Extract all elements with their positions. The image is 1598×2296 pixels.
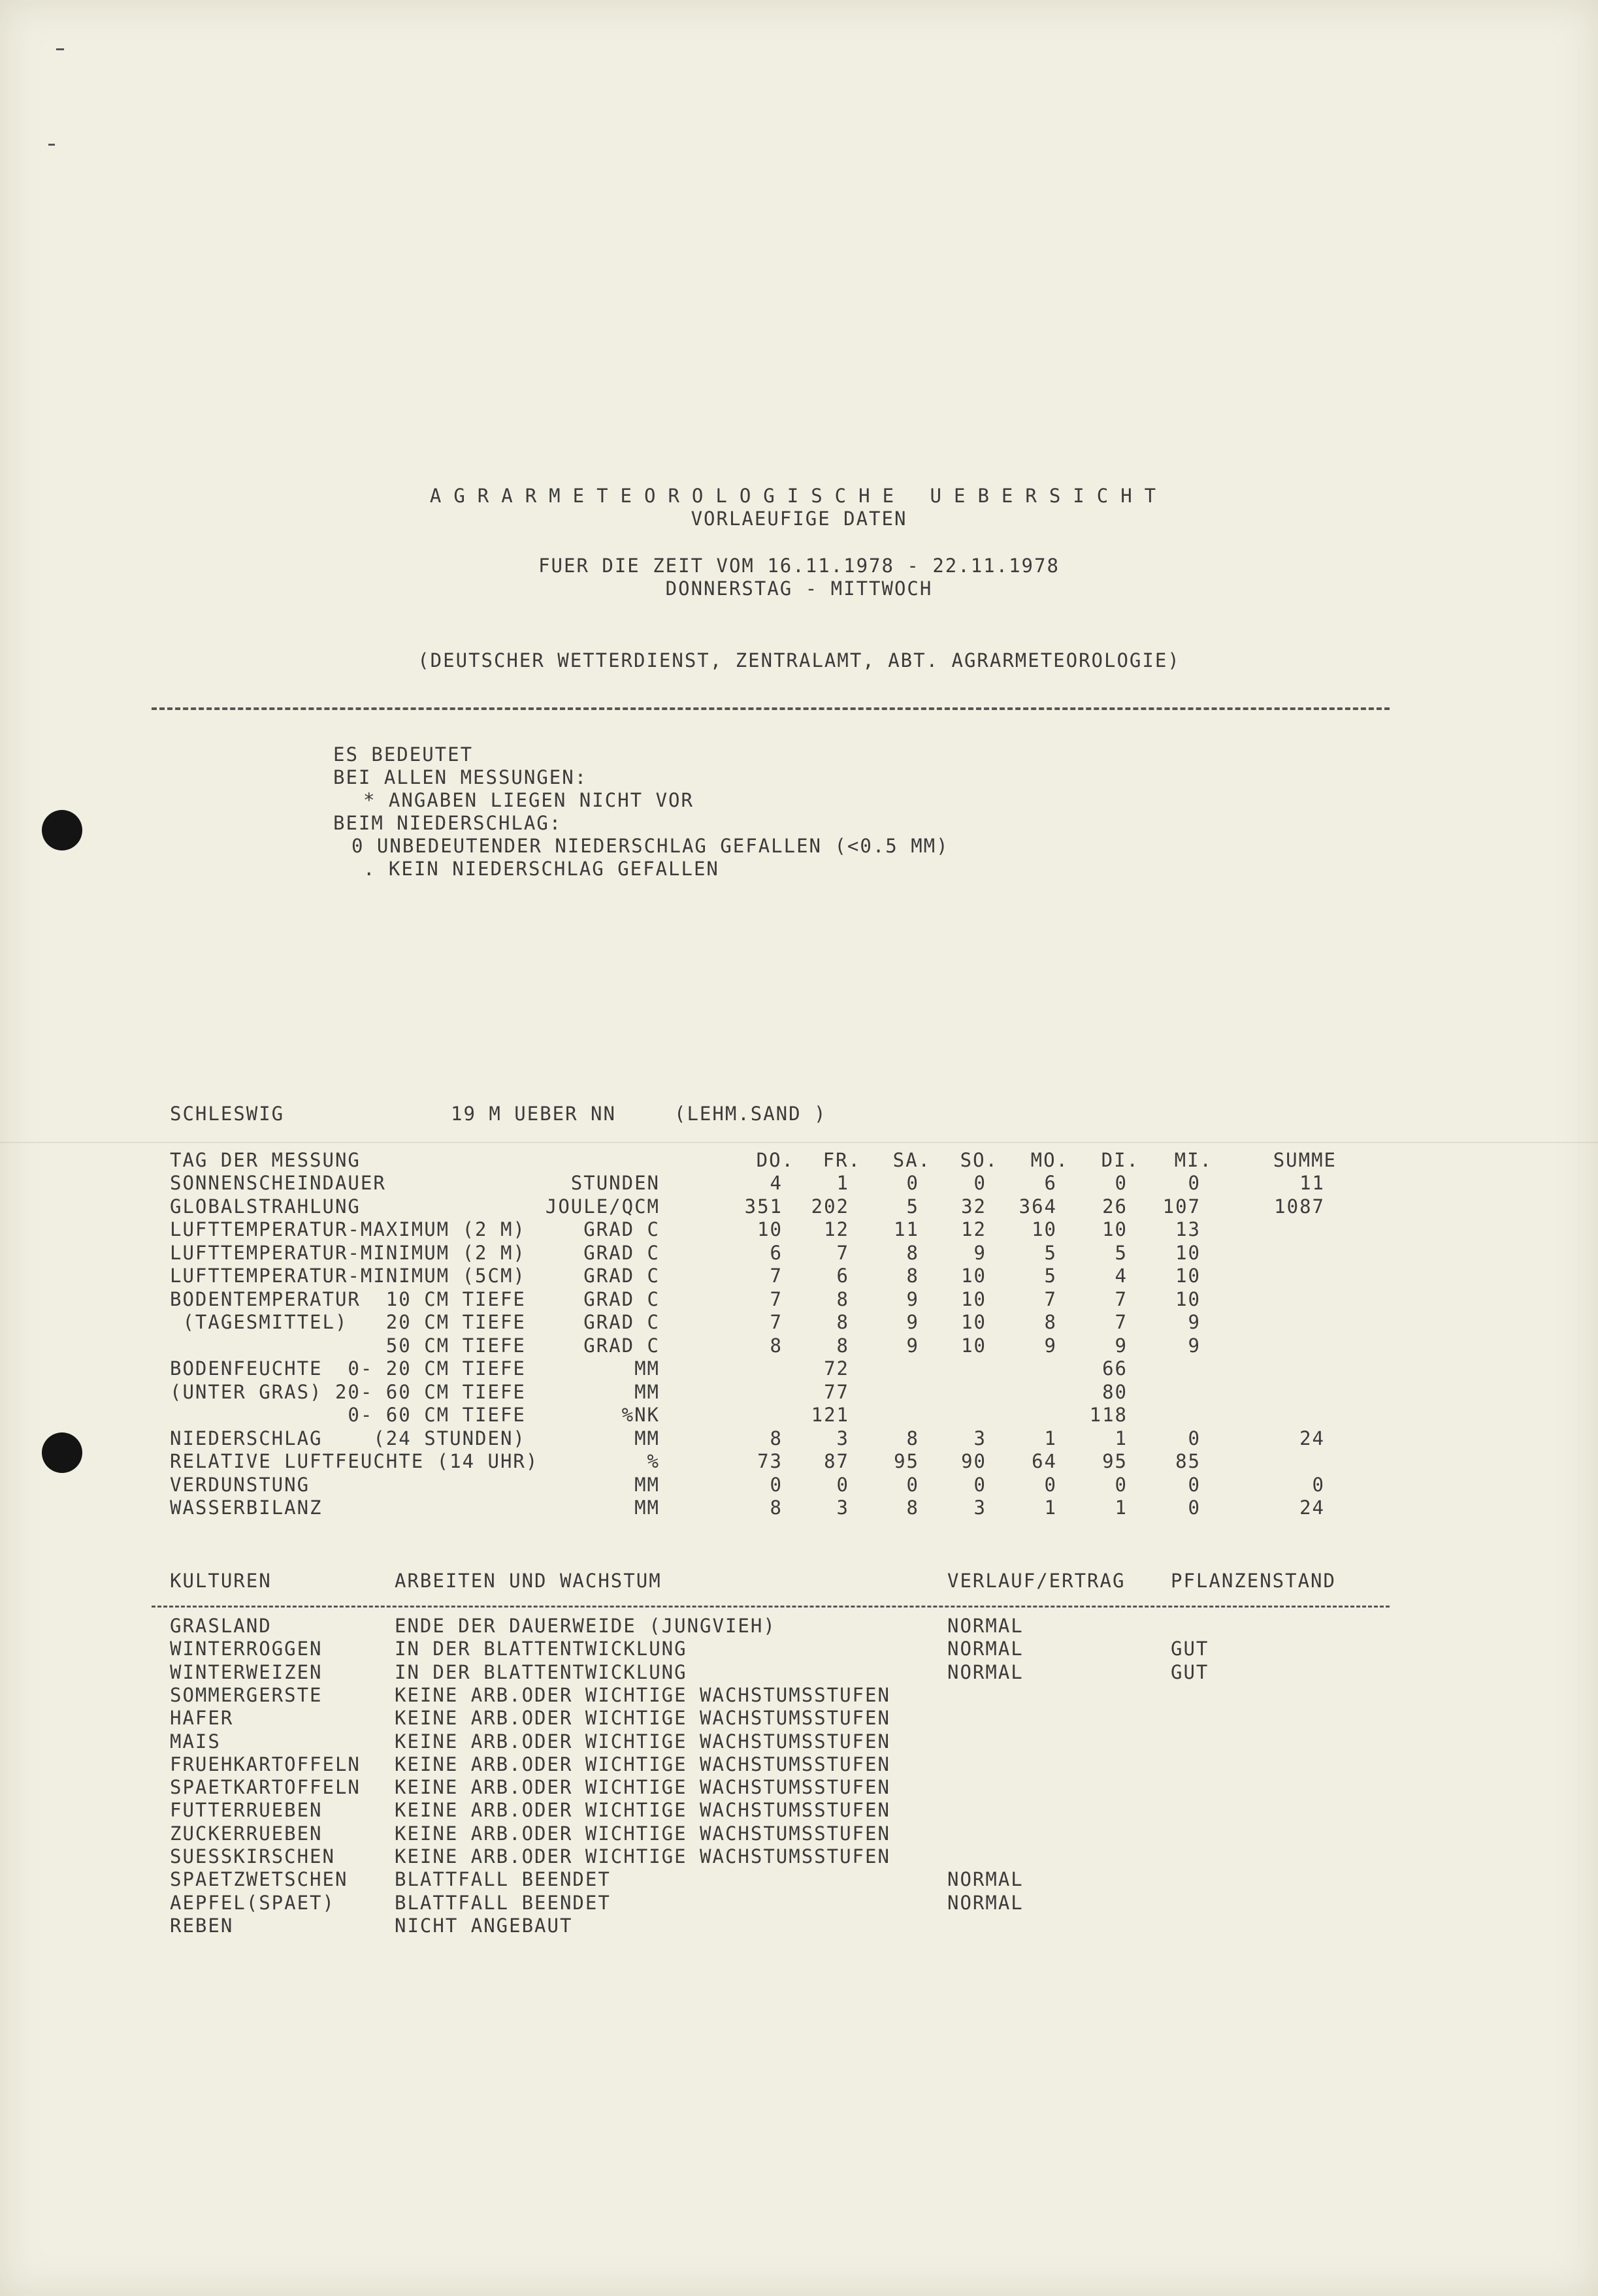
legend-asterisk: * ANGABEN LIEGEN NICHT VOR [363,789,694,811]
work-header: ARBEITEN UND WACHSTUM [395,1570,662,1592]
measure-value: 8 [906,1427,919,1449]
crop-course: NORMAL [947,1868,1024,1890]
measure-value: 77 [824,1381,849,1403]
crop-work: ENDE DER DAUERWEIDE (JUNGVIEH) [395,1615,776,1637]
measure-label: LUFTTEMPERATUR-MINIMUM (5CM) [170,1265,526,1287]
course-header: VERLAUF/ERTRAG [947,1570,1126,1592]
measure-value: 8 [770,1427,783,1449]
legend-dot: . KEIN NIEDERSCHLAG GEFALLEN [363,858,719,880]
measure-unit: GRAD C [583,1218,660,1240]
measure-value: 0 [1188,1474,1201,1496]
measure-value: 4 [1115,1265,1128,1287]
crop-work: KEINE ARB.ODER WICHTIGE WACHSTUMSSTUFEN [395,1799,890,1821]
state-header: PFLANZENSTAND [1171,1570,1336,1592]
crop-name: FUTTERRUEBEN [170,1799,323,1821]
measure-value: 1 [1115,1427,1128,1449]
measure-label: VERDUNSTUNG [170,1474,310,1496]
measure-value: 6 [770,1242,783,1264]
measure-value: 12 [961,1218,987,1240]
measure-label: (TAGESMITTEL) 20 CM TIEFE [170,1311,526,1333]
day-header: SA. [892,1149,931,1171]
measure-value: 90 [961,1450,987,1472]
measure-value: 0 [1115,1172,1128,1194]
crop-header: KULTUREN [170,1570,272,1592]
measure-label: WASSERBILANZ [170,1496,323,1519]
station-name: SCHLESWIG [170,1103,285,1125]
measure-label: 50 CM TIEFE [170,1334,526,1357]
measure-value: 7 [836,1242,849,1264]
crop-course: NORMAL [947,1615,1024,1637]
sum-header: SUMME [1273,1149,1337,1171]
measure-unit: MM [634,1381,660,1403]
measure-value: 3 [836,1427,849,1449]
measure-sum: 1087 [1274,1195,1325,1218]
measure-value: 8 [906,1242,919,1264]
measure-unit: GRAD C [583,1242,660,1264]
measure-label: BODENTEMPERATUR 10 CM TIEFE [170,1288,526,1310]
measure-value: 9 [906,1311,919,1333]
measure-header-label: TAG DER MESSUNG [170,1149,361,1171]
measure-value: 0 [1115,1474,1128,1496]
measure-value: 7 [1044,1288,1057,1310]
crop-work: KEINE ARB.ODER WICHTIGE WACHSTUMSSTUFEN [395,1845,890,1868]
crop-name: GRASLAND [170,1615,272,1637]
measure-label: LUFTTEMPERATUR-MAXIMUM (2 M) [170,1218,526,1240]
measure-sum: 0 [1312,1474,1325,1496]
fold-line [0,1142,1598,1143]
measure-value: 202 [811,1195,849,1218]
legend-intro: ES BEDEUTET [333,743,474,766]
crop-name: ZUCKERRUEBEN [170,1822,323,1845]
measure-label: RELATIVE LUFTFEUCHTE (14 UHR) [170,1450,539,1472]
measure-value: 73 [757,1450,783,1472]
measure-value: 107 [1162,1195,1201,1218]
measure-label: (UNTER GRAS) 20- 60 CM TIEFE [170,1381,526,1403]
crop-work: KEINE ARB.ODER WICHTIGE WACHSTUMSSTUFEN [395,1776,890,1798]
measure-label: NIEDERSCHLAG (24 STUNDEN) [170,1427,526,1449]
measure-value: 9 [906,1334,919,1357]
measure-sum: 24 [1299,1427,1325,1449]
crop-name: AEPFEL(SPAET) [170,1892,335,1914]
measure-value: 0 [1044,1474,1057,1496]
legend-all-label: BEI ALLEN MESSUNGEN: [333,766,588,788]
day-header: SO. [960,1149,998,1171]
crop-work: KEINE ARB.ODER WICHTIGE WACHSTUMSSTUFEN [395,1753,890,1775]
measure-unit: GRAD C [583,1288,660,1310]
crop-header-divider [152,1606,1390,1608]
measure-value: 72 [824,1357,849,1380]
crop-work: NICHT ANGEBAUT [395,1915,573,1937]
measure-value: 7 [770,1265,783,1287]
measure-value: 11 [894,1218,919,1240]
crop-course: NORMAL [947,1892,1024,1914]
measure-value: 8 [1044,1311,1057,1333]
measure-label: SONNENSCHEINDAUER [170,1172,386,1194]
measure-unit: JOULE/QCM [545,1195,660,1218]
punch-hole-upper [42,810,82,850]
measure-unit: %NK [621,1404,660,1426]
measure-unit: GRAD C [583,1265,660,1287]
crop-course: NORMAL [947,1638,1024,1660]
measure-unit: MM [634,1474,660,1496]
crop-name: SOMMERGERSTE [170,1684,323,1706]
document-title: AGRARMETEOROLOGISCHE UEBERSICHT [429,485,1169,507]
measure-value: 10 [1102,1218,1128,1240]
measure-value: 85 [1175,1450,1201,1472]
measure-value: 1 [1044,1496,1057,1519]
measure-value: 7 [1115,1311,1128,1333]
measure-unit: GRAD C [583,1311,660,1333]
crop-work: IN DER BLATTENTWICKLUNG [395,1638,687,1660]
measure-value: 6 [1044,1172,1057,1194]
measure-value: 118 [1089,1404,1128,1426]
measure-value: 9 [906,1288,919,1310]
crop-course: NORMAL [947,1661,1024,1683]
measure-value: 10 [1175,1288,1201,1310]
measure-value: 8 [770,1334,783,1357]
measure-value: 10 [1032,1218,1057,1240]
crop-name: WINTERROGGEN [170,1638,323,1660]
measure-value: 7 [770,1311,783,1333]
measure-value: 0 [1188,1496,1201,1519]
measure-value: 3 [973,1427,987,1449]
measure-value: 8 [906,1496,919,1519]
measure-value: 0 [906,1474,919,1496]
measure-value: 1 [1044,1427,1057,1449]
measure-value: 8 [770,1496,783,1519]
day-header: DO. [756,1149,794,1171]
period-line: FUER DIE ZEIT VOM 16.11.1978 - 22.11.1978 [538,555,1060,577]
measure-value: 0 [770,1474,783,1496]
measure-value: 8 [836,1288,849,1310]
measure-value: 10 [961,1311,987,1333]
punch-hole-lower [42,1432,82,1473]
crop-name: SPAETKARTOFFELN [170,1776,361,1798]
measure-value: 0 [973,1172,987,1194]
measure-value: 95 [1102,1450,1128,1472]
day-header: MI. [1174,1149,1213,1171]
measure-value: 9 [1044,1334,1057,1357]
measure-sum: 24 [1299,1496,1325,1519]
measure-value: 10 [961,1334,987,1357]
crop-name: REBEN [170,1915,234,1937]
crop-name: WINTERWEIZEN [170,1661,323,1683]
measure-label: 0- 60 CM TIEFE [170,1404,526,1426]
crop-work: KEINE ARB.ODER WICHTIGE WACHSTUMSSTUFEN [395,1822,890,1845]
measure-value: 12 [824,1218,849,1240]
measure-value: 80 [1102,1381,1128,1403]
legend-precip-label: BEIM NIEDERSCHLAG: [333,812,563,834]
measure-value: 13 [1175,1218,1201,1240]
measure-value: 8 [906,1265,919,1287]
measure-value: 9 [1188,1334,1201,1357]
measure-unit: GRAD C [583,1334,660,1357]
measure-value: 10 [961,1265,987,1287]
header-divider [152,707,1390,710]
station-soil: (LEHM.SAND ) [674,1103,827,1125]
measure-value: 0 [973,1474,987,1496]
measure-value: 3 [836,1496,849,1519]
crop-name: HAFER [170,1707,234,1729]
crop-name: SPAETZWETSCHEN [170,1868,348,1890]
crop-name: MAIS [170,1730,221,1753]
measure-value: 6 [836,1265,849,1287]
legend-zero: 0 UNBEDEUTENDER NIEDERSCHLAG GEFALLEN (<0.5 MM) [351,835,949,857]
measure-value: 10 [757,1218,783,1240]
measure-unit: % [647,1450,660,1472]
measure-value: 0 [1188,1172,1201,1194]
measure-value: 5 [1115,1242,1128,1264]
measure-value: 7 [770,1288,783,1310]
measure-value: 8 [836,1311,849,1333]
day-header: FR. [823,1149,861,1171]
measure-value: 364 [1019,1195,1057,1218]
measure-value: 9 [973,1242,987,1264]
measure-value: 5 [906,1195,919,1218]
measure-value: 5 [1044,1265,1057,1287]
scan-mark [48,144,55,146]
measure-value: 0 [836,1474,849,1496]
day-header: MO. [1030,1149,1069,1171]
crop-work: KEINE ARB.ODER WICHTIGE WACHSTUMSSTUFEN [395,1684,890,1706]
day-header: DI. [1101,1149,1139,1171]
measure-value: 10 [1175,1265,1201,1287]
measure-label: GLOBALSTRAHLUNG [170,1195,361,1218]
crop-name: SUESSKIRSCHEN [170,1845,335,1868]
crop-work: IN DER BLATTENTWICKLUNG [395,1661,687,1683]
measure-value: 64 [1032,1450,1057,1472]
weekday-line: DONNERSTAG - MITTWOCH [665,577,933,600]
measure-value: 9 [1188,1311,1201,1333]
measure-value: 66 [1102,1357,1128,1380]
measure-value: 10 [1175,1242,1201,1264]
crop-work: BLATTFALL BEENDET [395,1892,611,1914]
crop-work: KEINE ARB.ODER WICHTIGE WACHSTUMSSTUFEN [395,1707,890,1729]
measure-value: 0 [1188,1427,1201,1449]
scan-mark [56,48,64,50]
measure-value: 0 [906,1172,919,1194]
measure-value: 26 [1102,1195,1128,1218]
measure-unit: MM [634,1357,660,1380]
measure-value: 1 [1115,1496,1128,1519]
crop-work: KEINE ARB.ODER WICHTIGE WACHSTUMSSTUFEN [395,1730,890,1753]
measure-value: 121 [811,1404,849,1426]
measure-value: 32 [961,1195,987,1218]
measure-value: 7 [1115,1288,1128,1310]
measure-value: 9 [1115,1334,1128,1357]
measure-value: 4 [770,1172,783,1194]
measure-unit: MM [634,1427,660,1449]
source-line: (DEUTSCHER WETTERDIENST, ZENTRALAMT, ABT. AGRARMETEOROLOGIE) [417,649,1181,671]
crop-name: FRUEHKARTOFFELN [170,1753,361,1775]
measure-label: LUFTTEMPERATUR-MINIMUM (2 M) [170,1242,526,1264]
document-subtitle: VORLAEUFIGE DATEN [691,508,907,530]
crop-state: GUT [1171,1661,1209,1683]
crop-state: GUT [1171,1638,1209,1660]
crop-work: BLATTFALL BEENDET [395,1868,611,1890]
measure-unit: MM [634,1496,660,1519]
measure-value: 351 [744,1195,783,1218]
measure-value: 95 [894,1450,919,1472]
measure-unit: STUNDEN [570,1172,660,1194]
measure-value: 10 [961,1288,987,1310]
station-altitude: 19 M UEBER NN [451,1103,616,1125]
measure-value: 87 [824,1450,849,1472]
measure-value: 8 [836,1334,849,1357]
measure-sum: 11 [1299,1172,1325,1194]
measure-label: BODENFEUCHTE 0- 20 CM TIEFE [170,1357,526,1380]
measure-value: 1 [836,1172,849,1194]
measure-value: 5 [1044,1242,1057,1264]
measure-value: 3 [973,1496,987,1519]
